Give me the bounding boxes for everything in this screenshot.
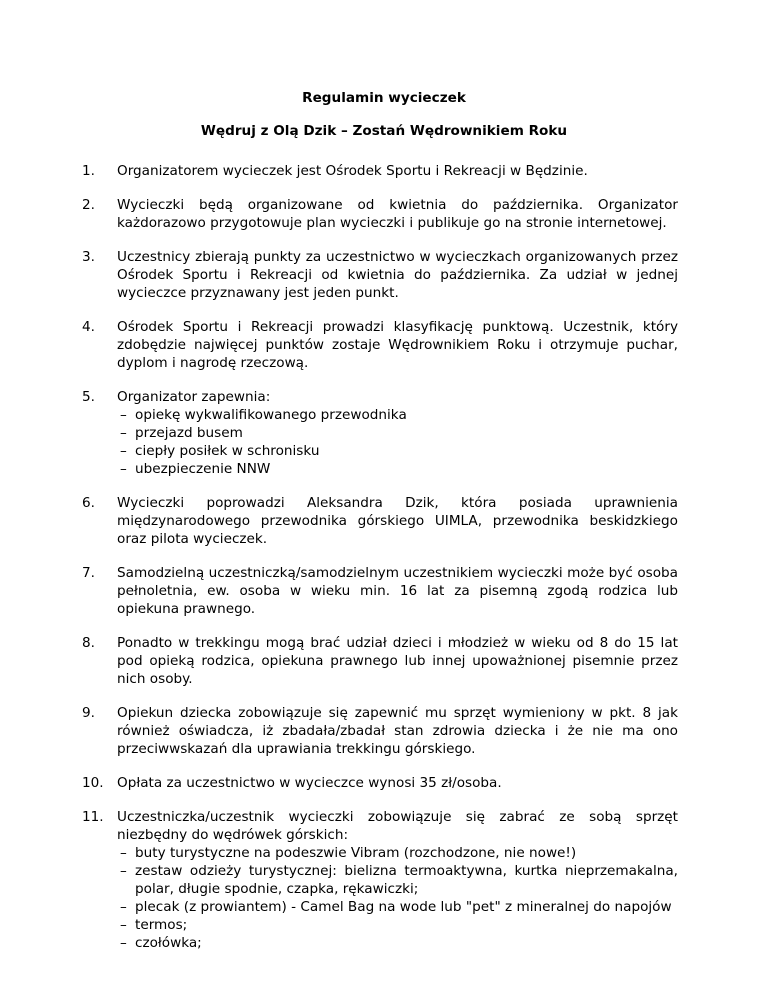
rule-item	[82, 704, 678, 758]
rule-item	[82, 318, 678, 372]
rule-number: 10.	[82, 775, 104, 791]
rule-text: Ponadto w trekkingu mogą brać udział dzieci i młodzież w wieku od 8 do 15 lat pod opieką rodzica, opiekuna prawnego lub innej upoważnionej pisemnie przez nich osoby.	[117, 635, 678, 687]
rule-text: Ośrodek Sportu i Rekreacji prowadzi klasyfikację punktową. Uczestnik, który zdobędzie najwięcej punktów zostaje Wędrownikiem Roku i otrzymuje puchar, dyplom i nagrodę rzeczową.	[117, 319, 678, 371]
rule-item	[82, 808, 678, 952]
rule-text: Wycieczki będą organizowane od kwietnia do października. Organizator każdorazowo przygotowuje plan wycieczki i publikuje go na stronie internetowej.	[117, 197, 678, 231]
rule-item	[82, 494, 678, 548]
list-item: – zestaw odzieży turystycznej: bielizna termoaktywna, kurtka nieprzemakalna, polar, długie spodnie, czapka, rękawiczki;	[117, 862, 678, 898]
rule-text: Samodzielną uczestniczką/samodzielnym uczestnikiem wycieczki może być osoba pełnoletnia, ew. osoba w wieku min. 16 lat za pisemną zgodą rodzica lub opiekuna prawnego.	[117, 565, 678, 617]
organizer-provides-list	[117, 406, 678, 478]
rule-item	[82, 634, 678, 688]
rule-number: 11.	[82, 809, 104, 825]
rule-text: Uczestnicy zbierają punkty za uczestnictwo w wycieczkach organizowanych przez Ośrodek Sportu i Rekreacji od kwietnia do października. Za udział w jednej wycieczce przyznawany jest jeden punkt.	[117, 249, 678, 301]
list-item: – buty turystyczne na podeszwie Vibram (rozchodzone, nie nowe!)	[117, 844, 678, 862]
rule-text: Organizatorem wycieczek jest Ośrodek Sportu i Rekreacji w Będzinie.	[117, 163, 588, 179]
list-item: – opiekę wykwalifikowanego przewodnika	[117, 406, 678, 424]
rule-number: 9.	[82, 705, 95, 721]
rule-number: 4.	[82, 319, 95, 335]
list-item: – ubezpieczenie NNW	[117, 460, 678, 478]
rule-text: Organizator zapewnia:	[117, 389, 271, 405]
rule-number: 7.	[82, 565, 95, 581]
list-item: – czołówka;	[117, 934, 678, 952]
list-item: – termos;	[117, 916, 678, 934]
rule-number: 3.	[82, 249, 95, 265]
rule-number: 6.	[82, 495, 95, 511]
required-equipment-list	[117, 844, 678, 952]
rule-item	[82, 388, 678, 478]
rule-item	[82, 564, 678, 618]
document-title: Regulamin wycieczek	[302, 90, 466, 106]
rule-number: 1.	[82, 163, 95, 179]
document-subtitle: Wędruj z Olą Dzik – Zostań Wędrownikiem Roku	[200, 123, 568, 139]
rule-text: Uczestniczka/uczestnik wycieczki zobowiązuje się zabrać ze sobą sprzęt niezbędny do wędrówek górskich:	[117, 809, 678, 843]
rule-number: 8.	[82, 635, 95, 651]
list-item: – przejazd busem	[117, 424, 678, 442]
rule-item	[82, 248, 678, 302]
rule-item	[82, 774, 678, 792]
rule-number: 5.	[82, 389, 95, 405]
rule-text: Wycieczki poprowadzi Aleksandra Dzik, która posiada uprawnienia międzynarodowego przewodnika górskiego UIMLA, przewodnika beskidzkiego oraz pilota wycieczek.	[117, 495, 678, 547]
list-item: – ciepły posiłek w schronisku	[117, 442, 678, 460]
rule-item	[82, 196, 678, 232]
rule-text: Opłata za uczestnictwo w wycieczce wynosi 35 zł/osoba.	[117, 775, 502, 791]
list-item: – plecak (z prowiantem) - Camel Bag na wode lub "pet" z mineralnej do napojów	[117, 898, 678, 916]
rule-text: Opiekun dziecka zobowiązuje się zapewnić mu sprzęt wymieniony w pkt. 8 jak również oświadcza, iż zbadała/zbadał stan zdrowia dziecka i że nie ma ono przeciwwskazań dla uprawiania trekkingu górskiego.	[117, 705, 678, 757]
rules-list	[82, 162, 678, 968]
rule-number: 2.	[82, 197, 95, 213]
rule-item	[82, 162, 678, 180]
